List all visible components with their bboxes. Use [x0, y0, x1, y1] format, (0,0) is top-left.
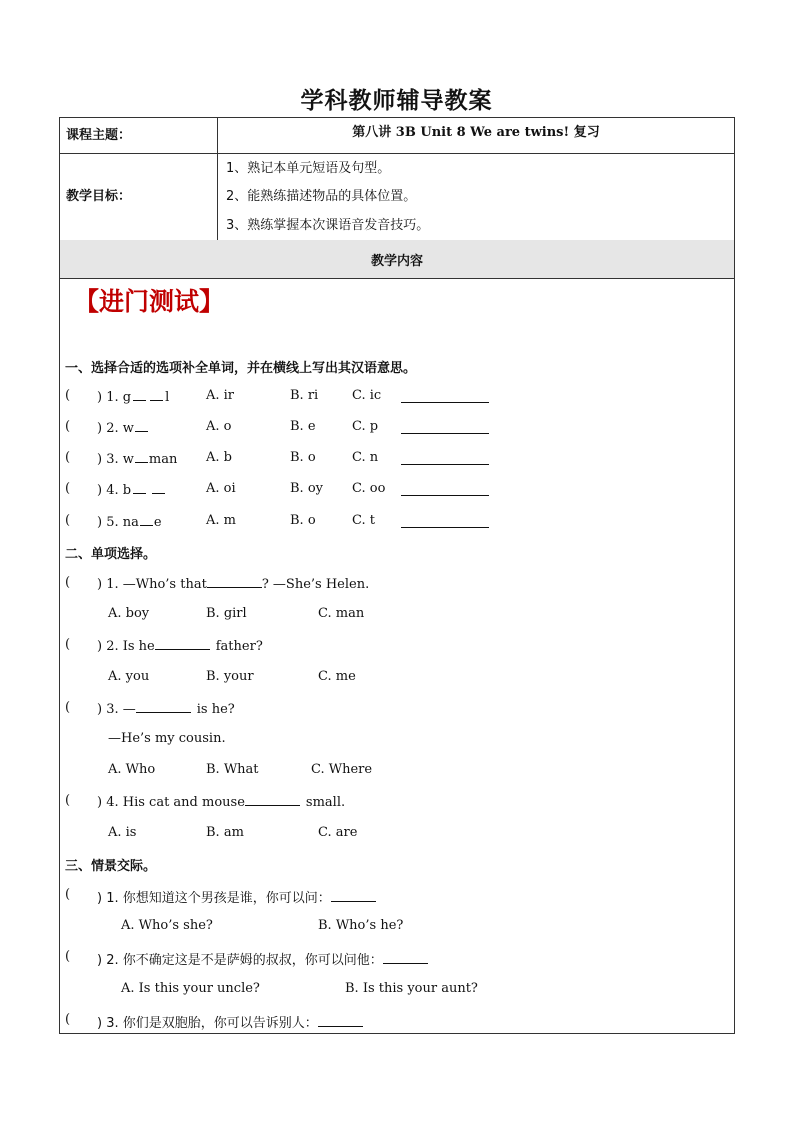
answer-paren: ( [65, 388, 71, 403]
option-a: A. Who’s she? [121, 918, 213, 933]
answer-line[interactable] [401, 527, 489, 528]
option-c: C. ic [352, 388, 382, 403]
objective-item: 1、熟记本单元短语及句型。 [226, 161, 391, 176]
option-c: C. man [318, 606, 365, 621]
option-a: A. o [206, 419, 232, 434]
option-c: C. are [318, 825, 358, 840]
question-stem: ) 1. g l [97, 390, 170, 405]
answer-paren: ( [65, 1012, 71, 1027]
objective-item: 3、熟练掌握本次课语音发音技巧。 [226, 218, 430, 233]
row-divider [60, 278, 734, 279]
answer-paren: ( [65, 481, 71, 496]
option-c: C. p [352, 419, 379, 434]
objectives-label: 教学目标： [66, 189, 132, 204]
option-a: A. is [108, 825, 137, 840]
option-c: C. t [352, 513, 375, 528]
topic-label: 课程主题： [66, 128, 132, 143]
option-a: A. oi [206, 481, 236, 496]
question-stem: ) 5. na e [97, 515, 162, 530]
answer-paren: ( [65, 575, 71, 590]
option-b: B. e [290, 419, 316, 434]
option-a: A. you [108, 669, 150, 684]
question-stem: ) 3. — is he? [97, 702, 235, 717]
option-c: C. me [318, 669, 356, 684]
answer-line[interactable] [401, 464, 489, 465]
option-a: A. ir [206, 388, 235, 403]
section-2-title: 二、单项选择。 [65, 547, 157, 562]
option-c: C. n [352, 450, 379, 465]
answer-paren: ( [65, 887, 71, 902]
question-stem: ) 3. 你们是双胞胎，你可以告诉别人： [97, 1012, 363, 1031]
answer-paren: ( [65, 700, 71, 715]
question-stem: ) 2. 你不确定这是不是萨姆的叔叔，你可以问他： [97, 949, 428, 968]
answer-paren: ( [65, 949, 71, 964]
answer-paren: ( [65, 450, 71, 465]
objective-item: 2、能熟练描述物品的具体位置。 [226, 189, 417, 204]
question-stem: ) 1. —Who’s that ? —She’s Helen. [97, 577, 370, 592]
answer-paren: ( [65, 513, 71, 528]
question-stem: ) 4. b [97, 481, 165, 498]
option-b: B. oy [290, 481, 323, 496]
option-b: B. Who’s he? [318, 918, 404, 933]
answer-paren: ( [65, 637, 71, 652]
section-1-title: 一、选择合适的选项补全单词，并在横线上写出其汉语意思。 [65, 361, 417, 376]
question-line-2: —He’s my cousin. [108, 731, 226, 746]
question-stem: ) 2. w [97, 419, 148, 436]
option-b: B. What [206, 762, 259, 777]
answer-paren: ( [65, 419, 71, 434]
answer-line[interactable] [401, 402, 489, 403]
option-c: C. Where [311, 762, 373, 777]
question-stem: ) 1. 你想知道这个男孩是谁，你可以问： [97, 887, 376, 906]
row-divider [60, 153, 734, 154]
topic-value: 第八讲 3B Unit 8 We are twins! 复习 [352, 125, 600, 140]
section-3-title: 三、情景交际。 [65, 859, 157, 874]
answer-line[interactable] [401, 433, 489, 434]
question-stem: ) 4. His cat and mouse small. [97, 795, 346, 810]
option-a: A. Is this your uncle? [121, 981, 260, 996]
option-b: B. Is this your aunt? [345, 981, 478, 996]
option-b: B. o [290, 450, 316, 465]
lesson-plan-table [59, 117, 735, 1034]
content-header: 教学内容 [370, 254, 423, 269]
document-title: 学科教师辅导教案 [300, 87, 493, 114]
option-b: B. ri [290, 388, 319, 403]
option-a: A. boy [108, 606, 150, 621]
option-b: B. o [290, 513, 316, 528]
answer-line[interactable] [401, 495, 489, 496]
option-a: A. m [206, 513, 236, 528]
option-b: B. girl [206, 606, 247, 621]
option-a: A. Who [108, 762, 156, 777]
question-stem: ) 2. Is he father? [97, 639, 263, 654]
entrance-test-title: 【进门测试】 [74, 287, 225, 316]
option-b: B. am [206, 825, 244, 840]
answer-paren: ( [65, 793, 71, 808]
option-c: C. oo [352, 481, 386, 496]
option-a: A. b [206, 450, 232, 465]
question-stem: ) 3. w man [97, 452, 178, 467]
option-b: B. your [206, 669, 254, 684]
